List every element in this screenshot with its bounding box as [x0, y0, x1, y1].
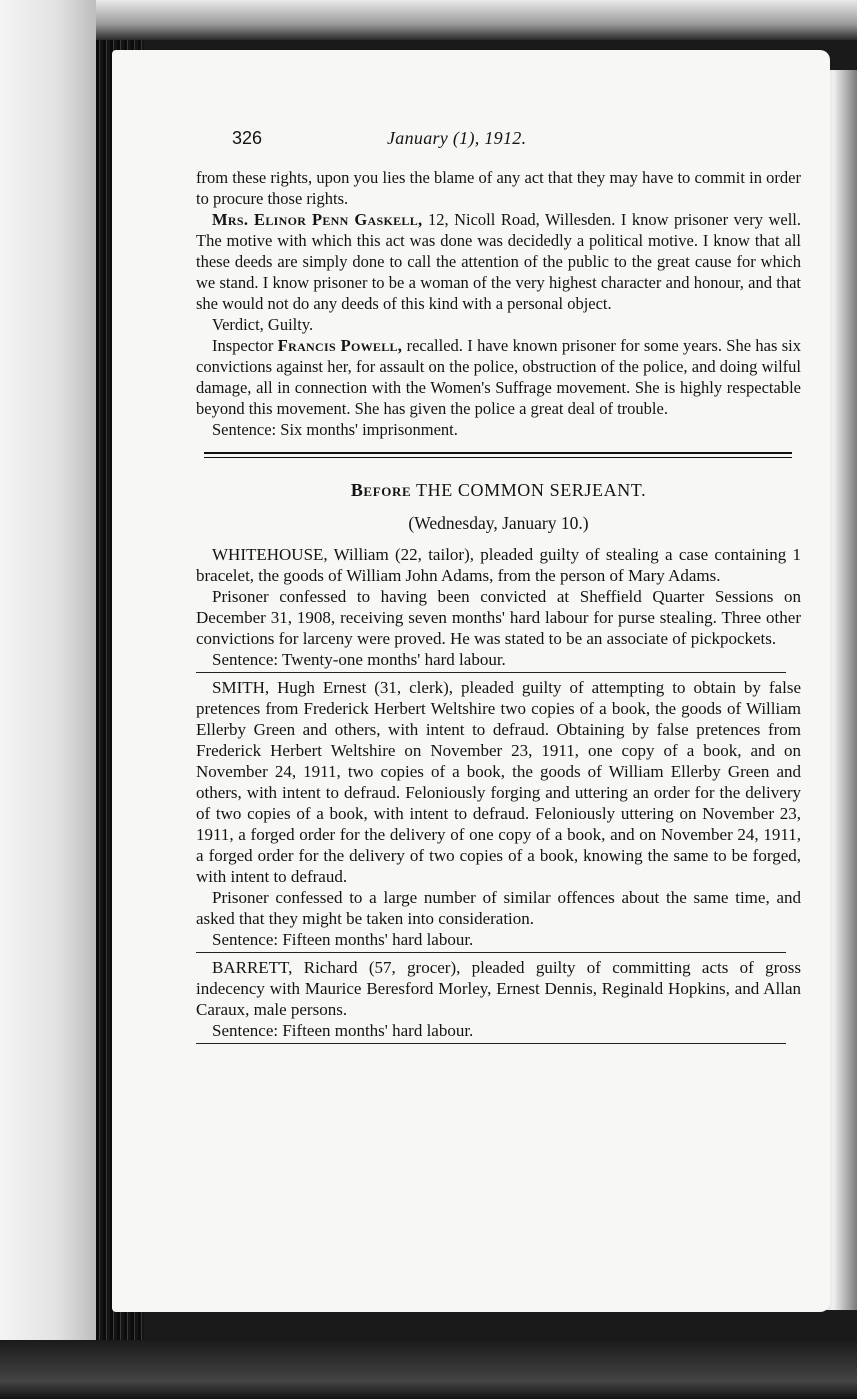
- paragraph-powell-testimony: [196, 335, 801, 419]
- whitehouse-sentence: Sentence: Twenty-one months' hard labour.: [212, 650, 506, 669]
- case-barrett: [196, 957, 801, 1044]
- powell-testimony-text: recalled. I have known prisoner for some years. She has six convictions against her, for assault on the police, obstruction of the police, and doing wilful damage, all in connection with the Women's Suffrage movement. She is highly respectable beyond this movement. She has given the police a great deal of trouble.: [196, 336, 801, 418]
- whitehouse-record: Prisoner confessed to having been convicted at Sheffield Quarter Sessions on December 31, 1908, receiving seven months' hard labour for purse stealing. Three other convictions for larceny were proved. He was stated to be an associate of pickpockets.: [196, 587, 801, 648]
- scan-top-edge: [0, 0, 857, 40]
- scan-bottom-edge: [0, 1340, 857, 1399]
- powell-prefix: Inspector: [212, 336, 278, 355]
- paragraph-gaskell-testimony: [196, 209, 801, 314]
- witness-name-powell: Francis Powell,: [277, 336, 403, 355]
- page-header: [196, 128, 801, 149]
- gaskell-testimony-text: 12, Nicoll Road, Willesden. I know prisoner very well. The motive with which this act was done was decidedly a political motive. I know that all these deeds are simply done to call the attention of the public to the great cause for which we stand. I know prisoner to be a woman of the very highest character and honour, and that she would not do any deeds of this kind with a personal object.: [196, 210, 801, 313]
- case-divider: [196, 952, 786, 953]
- section-divider: [204, 452, 792, 458]
- case-divider: [196, 672, 786, 673]
- scan-left-margin: [0, 0, 96, 1399]
- case-divider: [196, 1043, 786, 1044]
- smith-sentence: Sentence: Fifteen months' hard labour.: [212, 930, 474, 949]
- smith-record: Prisoner confessed to a large number of similar offences about the same time, and asked that they might be taken into consideration.: [196, 888, 801, 928]
- page-content: [196, 128, 801, 1048]
- section-date: (Wednesday, January 10.): [408, 513, 589, 533]
- book-page: [112, 50, 830, 1312]
- sentence-gaskell-case: Sentence: Six months' imprisonment.: [212, 420, 458, 439]
- case-smith: [196, 677, 801, 953]
- paragraph-rights: from these rights, upon you lies the blame of any act that they may have to commit in order to procure those rights.: [196, 168, 801, 208]
- page-number: 326: [232, 128, 263, 148]
- smith-charge: SMITH, Hugh Ernest (31, clerk), pleaded guilty of attempting to obtain by false pretences from Frederick Herbert Weltshire two copies of a book, the goods of William Ellerby Green and others, with intent to defraud. Obtaining by false pretences from Frederick Herbert Weltshire on November 23, 1911, one copy of a book, and on November 24, 1911, two copies of a book, the goods of William Ellerby Green and others, with intent to defraud. Feloniously forging and uttering an order for the delivery of two copies of a book, with intent to defraud. Feloniously uttering on November 23, 1911, a forged order for the delivery of one copy of a book, and on November 24, 1911, a forged order for the delivery of two copies of a book, knowing the same to be forged, with intent to defraud.: [196, 678, 801, 886]
- whitehouse-charge: WHITEHOUSE, William (22, tailor), pleaded guilty of stealing a case containing 1 bracelet, the goods of William John Adams, from the person of Mary Adams.: [196, 545, 801, 585]
- section-title-main: THE COMMON SERJEANT.: [411, 480, 647, 500]
- verdict: Verdict, Guilty.: [212, 315, 314, 334]
- barrett-sentence: Sentence: Fifteen months' hard labour.: [212, 1021, 474, 1040]
- section-title: [196, 480, 801, 501]
- barrett-charge: BARRETT, Richard (57, grocer), pleaded guilty of committing acts of gross indecency with Maurice Beresford Morley, Ernest Dennis, Reginald Hopkins, and Allan Caraux, male persons.: [196, 958, 801, 1019]
- witness-name-gaskell: Mrs. Elinor Penn Gaskell,: [212, 210, 423, 229]
- section-title-before: Before: [350, 480, 412, 500]
- case-whitehouse: [196, 544, 801, 673]
- running-head: January (1), 1912.: [387, 128, 527, 148]
